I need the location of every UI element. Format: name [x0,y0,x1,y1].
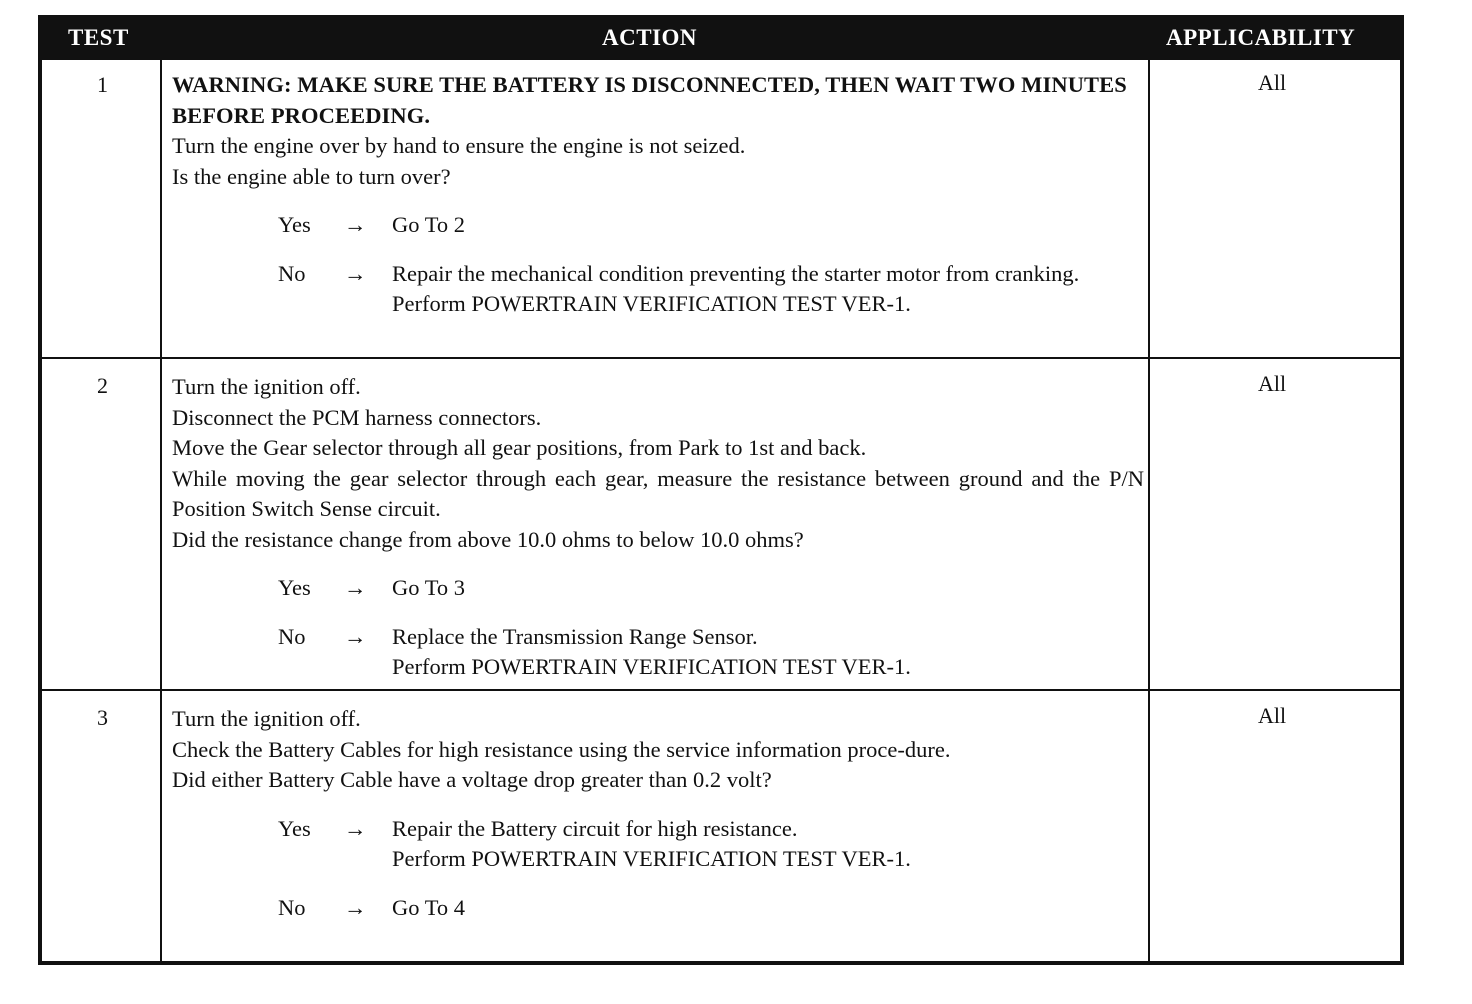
column-divider [160,60,162,961]
no-text-line2: Perform POWERTRAIN VERIFICATION TEST VER-1. [392,654,911,679]
yes-label: Yes [278,575,311,600]
applicability-value: All [1258,703,1287,728]
no-text: Replace the Transmission Range Sensor. [392,623,758,649]
action-line: Did the resistance change from above 10.0 ohms to below 10.0 ohms? [172,526,804,552]
arrow-right-icon: → [344,575,367,600]
test-number: 1 [97,72,108,97]
table-header [42,19,1400,60]
header-action: ACTION [602,25,698,50]
arrow-right-icon: → [344,212,367,237]
diagnostic-test-table [38,15,1404,965]
arrow-right-icon: → [344,894,367,920]
yes-result [172,210,1144,241]
header-test: TEST [68,25,129,50]
arrow-right-icon: → [344,260,367,286]
yes-result [172,573,1144,604]
yes-text: Go To 3 [392,575,466,600]
yes-text: Go To 2 [392,212,466,237]
action-line: Move the Gear selector through all gear positions, from Park to 1st and back. [172,435,867,460]
yes-text-line2: Perform POWERTRAIN VERIFICATION TEST VER-1. [392,846,911,871]
no-label: No [278,894,306,920]
action-line: Check the Battery Cables for high resistance using the service information proce-dure. [172,736,951,762]
action-line: Turn the engine over by hand to ensure the engine is not seized. [172,133,746,158]
header-applicability: APPLICABILITY [1166,25,1356,50]
arrow-right-icon: → [344,623,367,649]
action-line: Disconnect the PCM harness connectors. [172,404,542,430]
no-label: No [278,260,306,286]
warning-text: WARNING: MAKE SURE THE BATTERY IS DISCONNECTED, THEN WAIT TWO MINUTES BEFORE PROCEEDING. [172,72,1127,128]
action-cell [172,704,1144,923]
no-label: No [278,623,306,649]
no-result [172,893,1144,924]
arrow-right-icon: → [344,815,367,841]
applicability-value: All [1258,371,1287,396]
action-cell [172,70,1144,320]
yes-result [172,814,1144,875]
no-text: Repair the mechanical condition preventing the starter motor from cranking. [392,260,1080,286]
action-line: Did either Battery Cable have a voltage drop greater than 0.2 volt? [172,767,772,792]
no-result [172,259,1144,320]
yes-label: Yes [278,815,311,841]
row-divider [42,357,1400,359]
action-line: Is the engine able to turn over? [172,163,451,189]
action-line: Turn the ignition off. [172,706,361,731]
action-line: Turn the ignition off. [172,374,361,399]
yes-text: Repair the Battery circuit for high resistance. [392,815,798,841]
no-result [172,622,1144,683]
action-line: While moving the gear selector through each gear, measure the resistance between ground and the P/N Position Switch Sense circuit. [172,465,1144,521]
no-text-line2: Perform POWERTRAIN VERIFICATION TEST VER-1. [392,291,911,316]
action-cell [172,372,1144,683]
test-number: 3 [97,705,108,730]
column-divider [1148,60,1150,961]
yes-label: Yes [278,212,311,237]
row-divider [42,689,1400,691]
no-text: Go To 4 [392,894,466,920]
test-number: 2 [97,373,108,398]
applicability-value: All [1258,70,1287,95]
